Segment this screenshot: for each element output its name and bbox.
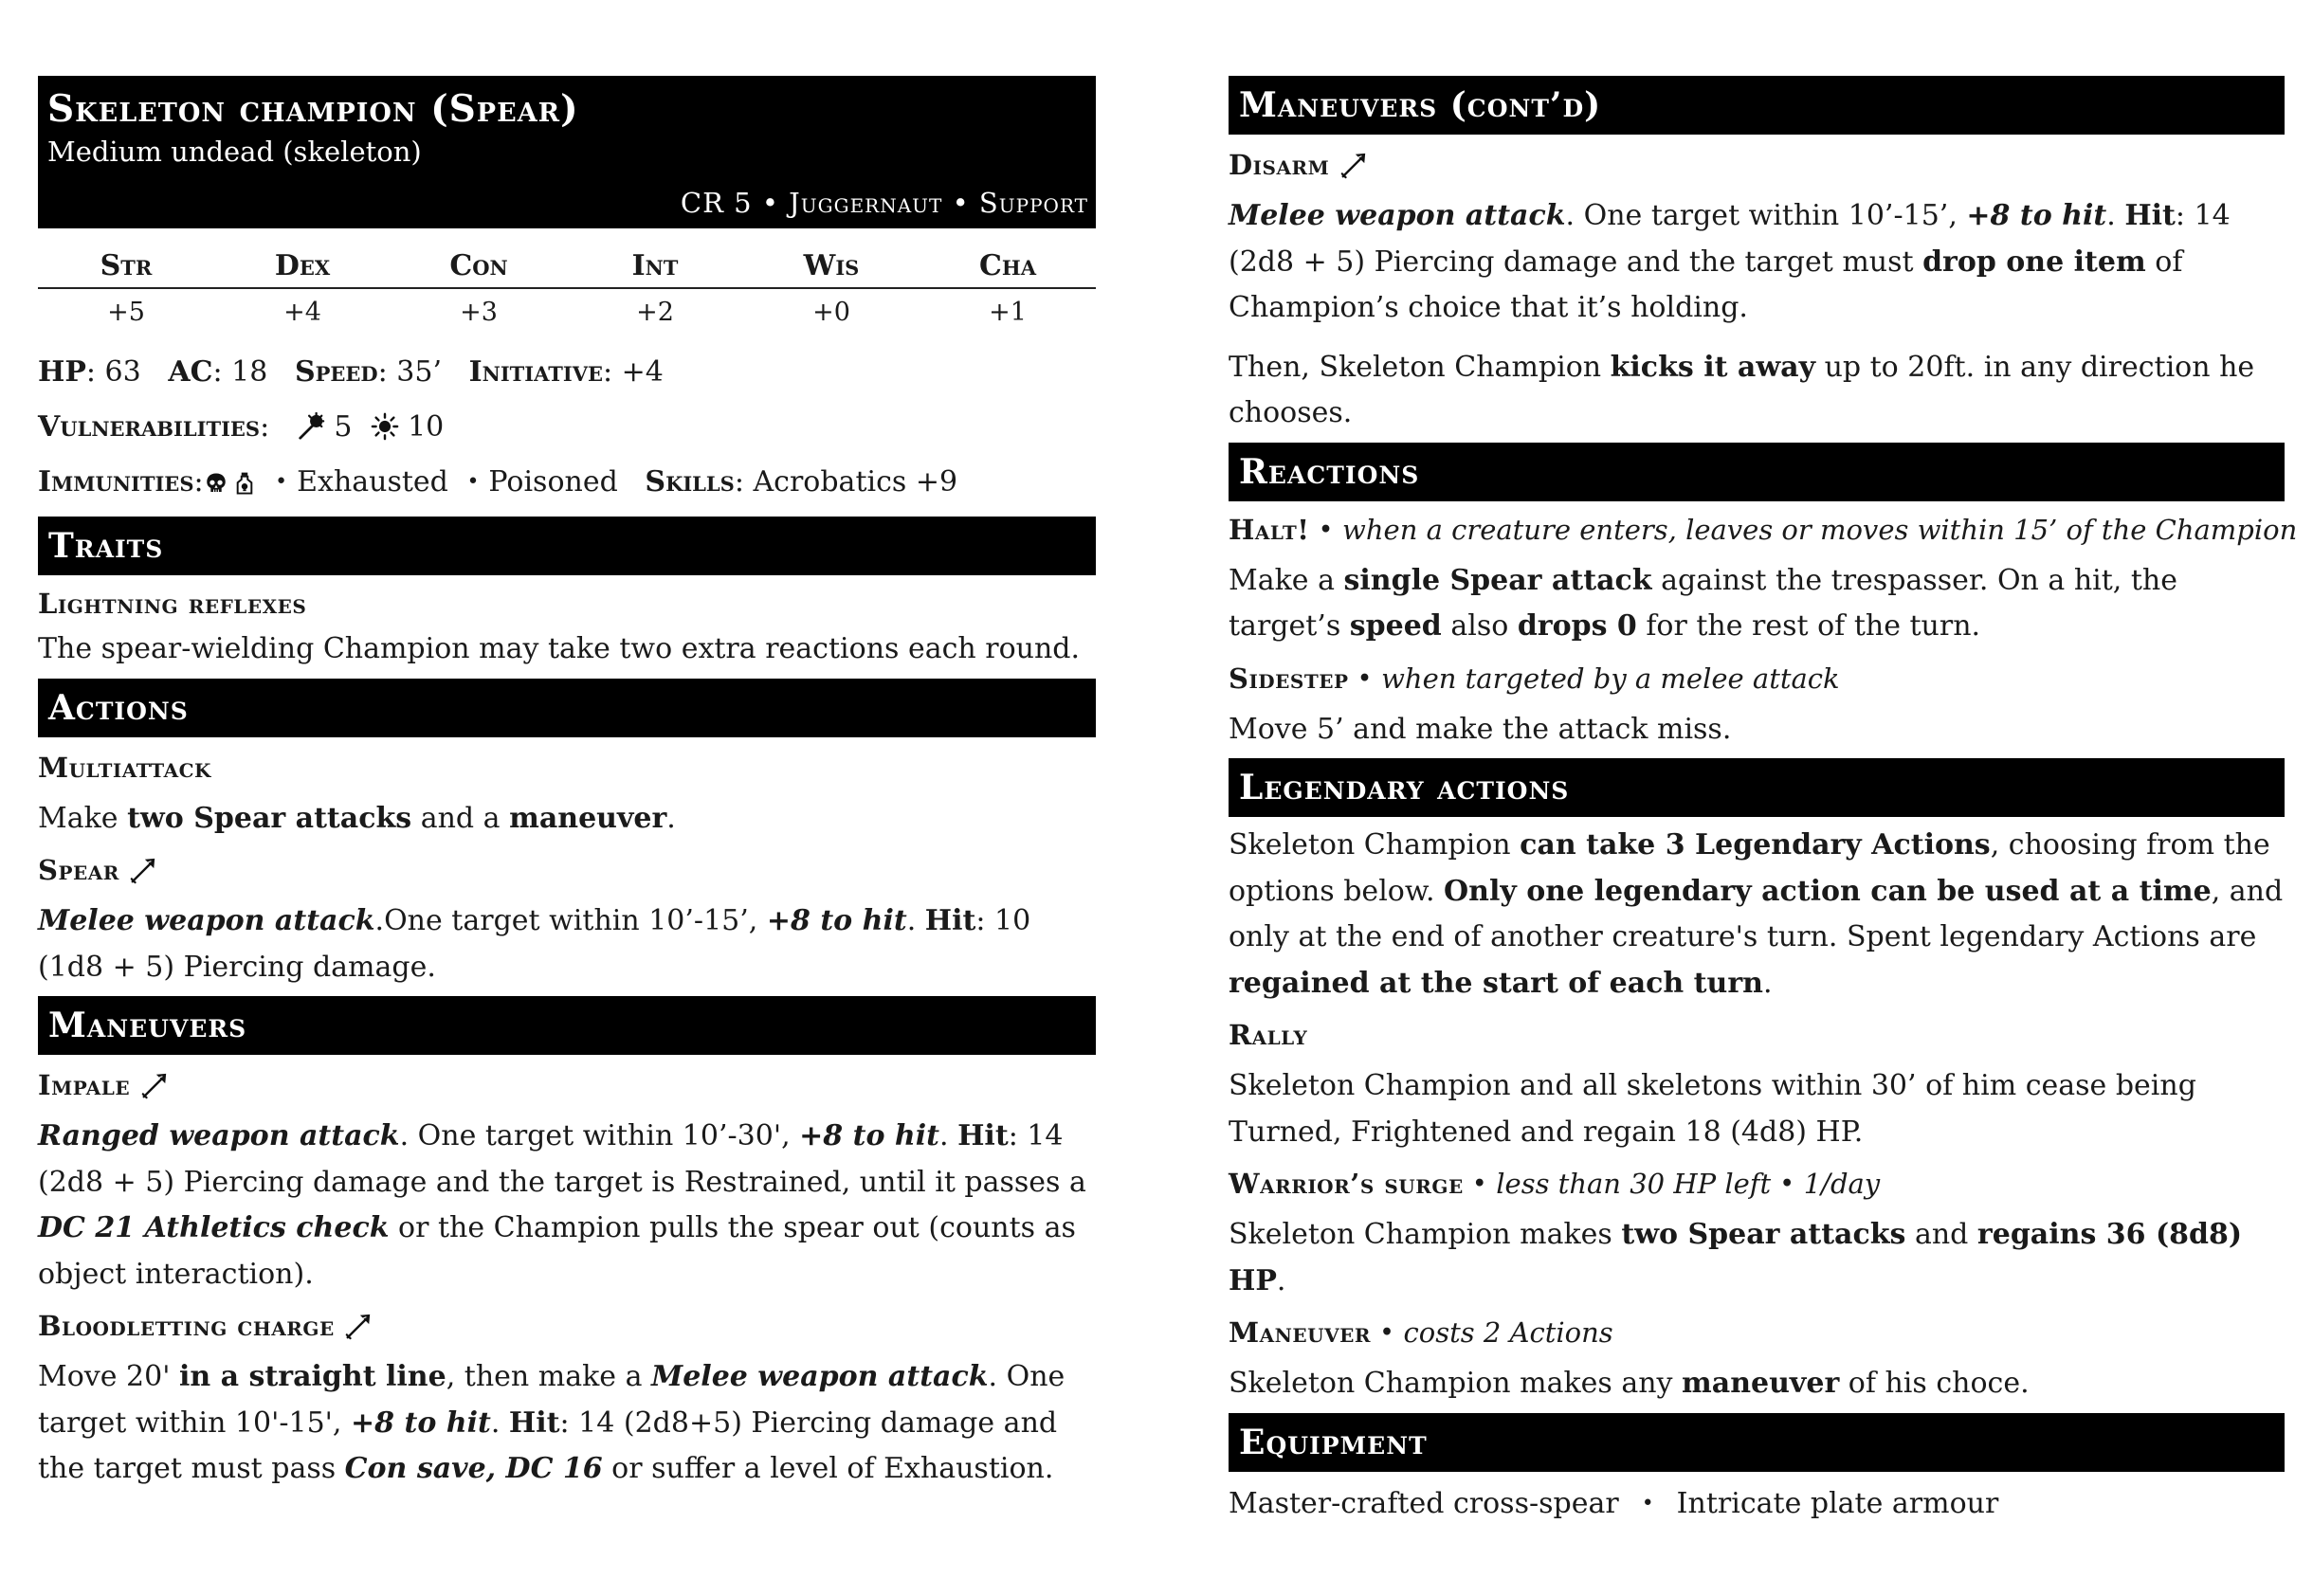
ability-value: +5 [107, 298, 145, 327]
sun-icon [371, 412, 399, 441]
legendary-title: Warrior’s surge • less than 30 HP left • 1/day [1229, 1168, 1881, 1200]
spear-arrow-icon [344, 1312, 373, 1340]
ability-header: Dex [214, 245, 391, 289]
action-text: Melee weapon attack.One target within 10’-15’, +8 to hit. Hit: 10 (1d8 + 5) Piercing damage. [38, 904, 1031, 984]
legendary-title: Rally [1229, 1019, 1308, 1051]
action-title: Spear [38, 847, 1096, 893]
ability-header: Int [567, 245, 743, 289]
ability-value: +3 [460, 298, 498, 327]
skills-label: Skills [645, 465, 735, 499]
ability-header: Wis [743, 245, 920, 289]
ability-header: Cha [920, 245, 1096, 289]
initiative-label: Initiative [468, 355, 603, 389]
challenge-rating: CR 5 • Juggernaut • Support [680, 187, 1088, 219]
immunity-poisoned: Poisoned [488, 465, 618, 499]
ability-value: +4 [283, 298, 321, 327]
initiative-value: : +4 [603, 355, 664, 389]
legendary-actions-heading: Legendary actions [1229, 758, 2285, 817]
reaction-title: Sidestep • when targeted by a melee attack [1229, 662, 1840, 695]
stat-block-header [38, 76, 1096, 228]
spear-arrow-icon [140, 1071, 169, 1099]
ability-value: +2 [636, 298, 674, 327]
equipment-list: Master-crafted cross-spear • Intricate plate armour [1229, 1486, 1999, 1520]
maneuver-text: Melee weapon attack. One target within 10’-15’, +8 to hit. Hit: 14 (2d8 + 5) Piercing damage and the target must drop one item of Champion’s choice that it’s holding. [1229, 199, 2231, 324]
ability-header: Str [38, 245, 214, 289]
reaction-text: Move 5’ and make the attack miss. [1229, 712, 1732, 746]
skull-icon [204, 471, 228, 496]
trait-text: The spear-wielding Champion may take two extra reactions each round. [38, 632, 1081, 665]
legendary-text: Skeleton Champion makes any maneuver of his choce. [1229, 1367, 2030, 1400]
vulnerabilities-label: Vulnerabilities [38, 410, 261, 444]
monster-name: Skeleton champion (Spear) [47, 87, 579, 131]
ability-header: Con [391, 245, 567, 289]
reaction-title: Halt! • when a creature enters, leaves or moves within 15’ of the Champion [1229, 513, 2298, 546]
action-text: Make two Spear attacks and a maneuver. [38, 801, 676, 835]
maneuver-title: Impale [38, 1062, 1096, 1108]
speed-value: : 35’ [377, 355, 442, 389]
spear-arrow-icon [129, 856, 157, 884]
speed-label: Speed [294, 355, 378, 389]
maneuver-text: Move 20' in a straight line, then make a Melee weapon attack. One target within 10'-15', +8 to hit. Hit: 14 (2d8+5) Piercing damage and the target must pass Con save, DC 16 or suffer a level of Exhaustion. [38, 1360, 1065, 1485]
radiant-value: 10 [408, 410, 445, 444]
hp-value: : 63 [85, 355, 141, 389]
immunities-line: Immunities: • Exhausted • Poisoned Skills: Acrobatics +9 [38, 460, 1096, 505]
legendary-text: Skeleton Champion makes two Spear attacks and regains 36 (8d8) HP. [1229, 1218, 2243, 1297]
left-column [38, 76, 1096, 1498]
ac-value: : 18 [212, 355, 268, 389]
monster-type: Medium undead (skeleton) [47, 136, 422, 168]
action-title: Multiattack [38, 751, 211, 784]
mace-icon [297, 412, 325, 441]
separator-dot: • [275, 470, 288, 494]
equipment-heading: Equipment [1229, 1413, 2285, 1472]
maneuver-title: Disarm [1229, 142, 2285, 188]
separator-dot: • [466, 470, 480, 494]
equipment-item: Master-crafted cross-spear [1229, 1486, 1619, 1520]
maneuver-text: Ranged weapon attack. One target within 10’-30', +8 to hit. Hit: 14 (2d8 + 5) Piercing damage and the target is Restrained, until it passes a DC 21 Athletics check or the Champion pulls the spear out (counts as object interaction). [38, 1119, 1086, 1291]
actions-heading: Actions [38, 679, 1096, 737]
core-stats [38, 350, 1096, 395]
maneuver-title: Bloodletting charge [38, 1303, 1096, 1349]
maneuvers-heading: Maneuvers [38, 996, 1096, 1055]
legendary-intro: Skeleton Champion can take 3 Legendary Actions, choosing from the options below. Only one legendary action can be used at a time, and only at the end of another creature's turn. Spent legendary Actions are regained at the start of each turn. [1229, 828, 2284, 1000]
maneuver-text: Then, Skeleton Champion kicks it away up to 20ft. in any direction he chooses. [1229, 350, 2255, 429]
legendary-text: Skeleton Champion and all skeletons within 30’ of him cease being Turned, Frightened and regain 18 (4d8) HP. [1229, 1069, 2196, 1149]
vulnerabilities-line: Vulnerabilities: 5 10 [38, 410, 445, 444]
bludgeoning-value: 5 [334, 410, 353, 444]
trait-title: Lightning reflexes [38, 588, 307, 620]
legendary-title: Maneuver • costs 2 Actions [1229, 1316, 1613, 1349]
skills-value: : Acrobatics +9 [734, 465, 958, 499]
poison-bottle-icon [232, 471, 257, 496]
hp-label: HP [38, 355, 86, 389]
ability-value: +0 [812, 298, 850, 327]
immunity-exhausted: Exhausted [297, 465, 448, 499]
ac-label: AC [168, 355, 213, 389]
right-column [1229, 76, 2298, 1533]
traits-heading: Traits [38, 517, 1096, 575]
maneuvers-contd-heading: Maneuvers (cont’d) [1229, 76, 2285, 135]
equipment-item: Intricate plate armour [1676, 1486, 1999, 1520]
spear-arrow-icon [1339, 151, 1368, 179]
ability-scores [38, 245, 1096, 333]
ability-value: +1 [989, 298, 1027, 327]
reaction-text: Make a single Spear attack against the trespasser. On a hit, the target’s speed also drops 0 for the rest of the turn. [1229, 563, 2178, 643]
reactions-heading: Reactions [1229, 443, 2285, 501]
immunities-label: Immunities [38, 465, 194, 499]
